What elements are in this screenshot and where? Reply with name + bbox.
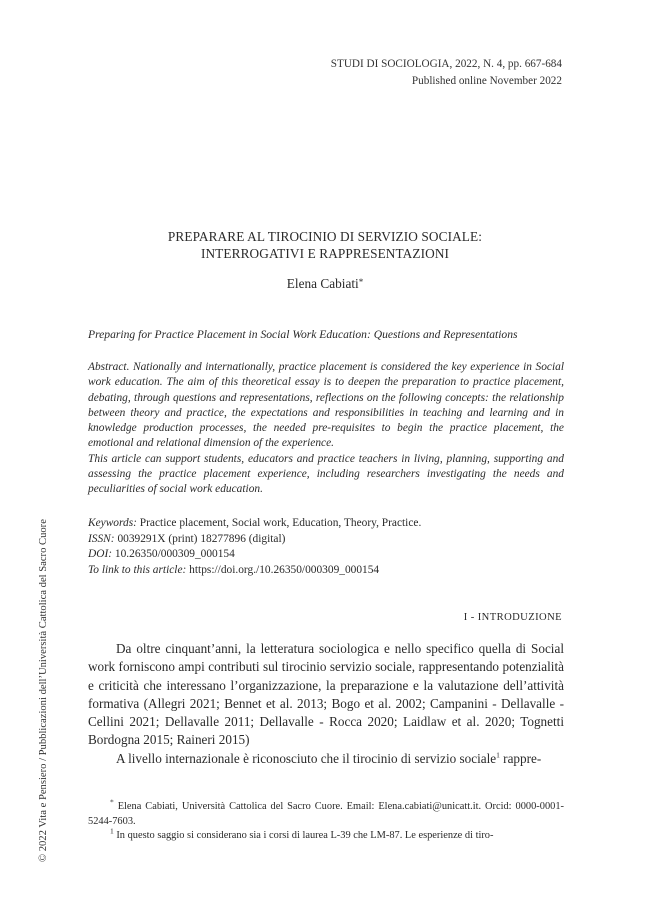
- footnote-author: [88, 797, 564, 829]
- doi-value[interactable]: 10.26350/000309_000154: [114, 548, 235, 561]
- english-title: Preparing for Practice Placement in Social Work Education: Questions and Representations: [88, 328, 518, 341]
- copyright-vertical: © 2022 Vita e Pensiero / Pubblicazioni dell’Università Cattolica del Sacro Cuore: [38, 519, 49, 862]
- footnotes: [88, 797, 564, 844]
- journal-header: [331, 56, 562, 90]
- author-name: Elena Cabiati: [286, 276, 359, 291]
- abstract-paragraph-1: Abstract. Nationally and internationally, practice placement is considered the key experience in Social work education. The aim of this theoretical essay is to deepen the preparation to practice placement, debating, through questions and representations, reflections on the following concepts: the relationship between theory and practice, the expectations and responsibilities in teaching and learning and in knowledge production processes, the needed pre-requisites to begin the practice placement, the emotional and relational dimension of the experience.: [88, 361, 564, 450]
- journal-citation: STUDI DI SOCIOLOGIA, 2022, N. 4, pp. 667-684: [330, 58, 562, 70]
- body-paragraph-1: Da oltre cinquant’anni, la letteratura sociologica e nello specifico quella di Social work forniscono ampi contributi sul tirocinio servizio sociale, rappresentando potenzialità e criticità che interessano l’organizzazione, la preparazione e la valutazione dell’attività formativa (Allegri 2021; Bennet et al. 2013; Bogo et al. 2002; Campanini - Dellavalle - Cellini 2021; Dellavalle 2011; Dellavalle - Rocca 2020; Laidlaw et al. 2020; Tognetti Bordogna 2015; Raineri 2015): [88, 641, 564, 748]
- link-row: [88, 563, 421, 579]
- author-footnote-mark[interactable]: *: [358, 277, 364, 287]
- author-line: [0, 276, 650, 292]
- footnote-1-text: In questo saggio si considerano sia i corsi di laurea L-39 che LM-87. Le esperienze di tiro-: [113, 830, 494, 842]
- issn-value: 0039291X (print) 18277896 (digital): [117, 532, 286, 545]
- footnote-star-mark: *: [110, 797, 114, 807]
- body-paragraph-2-text: A livello internazionale è riconosciuto che il tirocinio di servizio sociale: [116, 750, 497, 766]
- body-paragraph-2-end: rappre-: [499, 750, 542, 766]
- article-link[interactable]: https://doi.org./10.26350/000309_000154: [189, 563, 380, 576]
- issn-row: [88, 532, 421, 548]
- article-title: [0, 228, 650, 262]
- footnote-author-text: Elena Cabiati, Università Cattolica del Sacro Cuore. Email: Elena.cabiati@unicatt.it. Orcid: 0000-0001-5244-7603.: [88, 801, 564, 827]
- issn-label: ISSN:: [88, 532, 115, 545]
- keywords-value: Practice placement, Social work, Education, Theory, Practice.: [139, 517, 422, 529]
- doi-row: [88, 547, 421, 563]
- abstract-paragraph-2: This article can support students, educators and practice teachers in living, planning, supporting and assessing the practice placement experience, including researchers investigating the needs and peculiarities of social work education.: [88, 452, 564, 496]
- title-line-2: INTERROGATIVI E RAPPRESENTAZIONI: [200, 246, 450, 261]
- keywords-label: Keywords:: [88, 517, 137, 529]
- doi-label: DOI:: [88, 548, 113, 561]
- article-metadata: [88, 516, 421, 578]
- footnote-ref-1[interactable]: 1: [496, 750, 500, 760]
- publication-date: Published online November 2022: [411, 75, 562, 87]
- section-heading: I - INTRODUZIONE: [463, 612, 562, 623]
- footnote-1: [88, 826, 564, 844]
- keywords-row: [88, 516, 421, 532]
- link-label: To link to this article:: [88, 563, 187, 576]
- footnote-1-mark: 1: [110, 826, 114, 836]
- body-paragraph-2: [88, 750, 564, 768]
- body-text: [88, 640, 564, 768]
- title-line-1: PREPARARE AL TIROCINIO DI SERVIZIO SOCIALE:: [167, 229, 483, 244]
- abstract: [88, 360, 564, 498]
